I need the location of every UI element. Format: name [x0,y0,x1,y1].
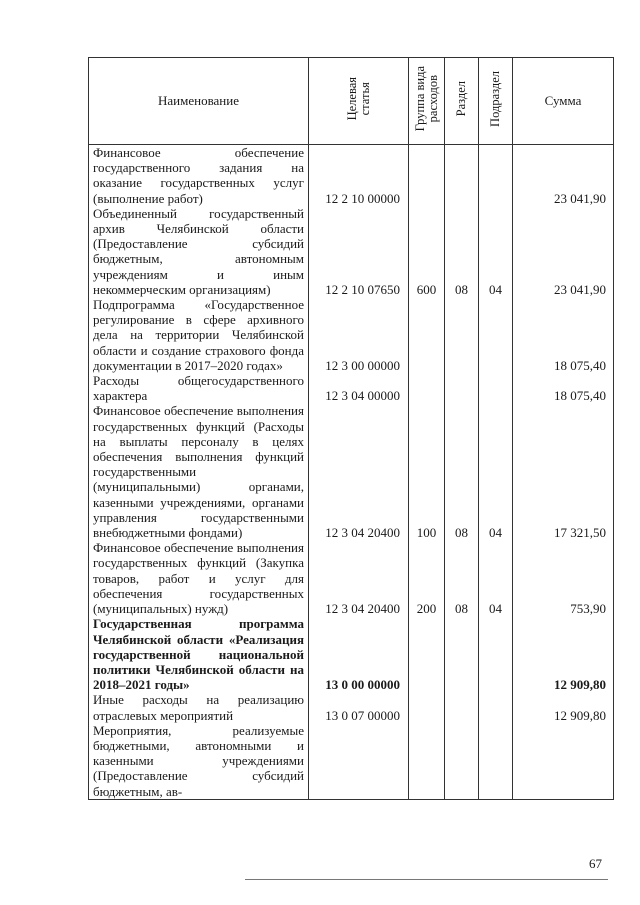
table-row [89,373,614,403]
cell-sum: 23 041,90 [513,206,614,297]
cell-sum: 753,90 [513,540,614,616]
cell-name: Иные расходы на реализацию отраслевых мероприятий [89,692,309,722]
cell-target: 12 3 04 00000 [309,373,409,403]
header-name: Наименование [89,58,309,145]
cell-sum: 23 041,90 [513,145,614,206]
cell-name: Финансовое обеспечение выполнения государственных функций (Закупка товаров, работ и услуг для обеспечения государственных (муниципальных) нужд) [89,540,309,616]
cell-group [409,723,445,800]
cell-name: Государственная программа Челябинской области «Реализация государственной национальной политики Челябинской области на 2018–2021 годы» [89,616,309,692]
table-row [89,297,614,373]
cell-subsection: 04 [479,403,513,540]
budget-table-container [88,57,613,843]
table-body [89,145,614,800]
cell-target [309,723,409,800]
cell-subsection [479,616,513,692]
cell-sum: 18 075,40 [513,373,614,403]
budget-table [88,57,614,800]
page-number: 67 [589,856,602,871]
cell-sum: 17 321,50 [513,403,614,540]
table-row [89,206,614,297]
cell-subsection: 04 [479,206,513,297]
cell-group: 200 [409,540,445,616]
cell-sum: 12 909,80 [513,616,614,692]
cell-sum [513,723,614,800]
cell-subsection: 04 [479,540,513,616]
cell-section [445,145,479,206]
cell-group [409,616,445,692]
cell-section [445,692,479,722]
cell-name: Мероприятия, реализуемые бюджетными, автономными и казенными учреждениями (Предоставление субсидий бюджетным, ав- [89,723,309,800]
cell-name: Финансовое обеспечение выполнения государственных функций (Расходы на выплаты персоналу в целях обеспечения выполнения функций государственными (муниципальными) органами, казенными учреждениями, органами управления государственными внебюджетными фондами) [89,403,309,540]
header-section: Раздел [445,58,479,145]
cell-group [409,692,445,722]
cell-target: 12 3 04 20400 [309,403,409,540]
cell-name: Финансовое обеспечение государственного задания на оказание государственных услуг (выполнение работ) [89,145,309,206]
cell-subsection [479,297,513,373]
cell-group [409,373,445,403]
cell-section: 08 [445,540,479,616]
cell-target: 12 2 10 07650 [309,206,409,297]
cell-subsection [479,723,513,800]
cell-subsection [479,373,513,403]
header-expense-group: Группа вида расходов [409,58,445,145]
cell-sum: 12 909,80 [513,692,614,722]
cell-subsection [479,692,513,722]
cell-target: 13 0 00 00000 [309,616,409,692]
table-row [89,145,614,206]
cell-sum: 18 075,40 [513,297,614,373]
cell-section: 08 [445,206,479,297]
header-target-article: Целевая статья [309,58,409,145]
cell-section [445,297,479,373]
header-subsection: Подраздел [479,58,513,145]
table-row [89,403,614,540]
table-row [89,723,614,800]
table-row [89,692,614,722]
cell-section [445,616,479,692]
table-row [89,540,614,616]
cell-section [445,723,479,800]
cell-target: 12 3 04 20400 [309,540,409,616]
cell-section: 08 [445,403,479,540]
cell-group [409,145,445,206]
cell-name: Подпрограмма «Государственное регулирование в сфере архивного дела на территории Челябинской области и создание страхового фонда документации в 2017–2020 годах» [89,297,309,373]
cell-group [409,297,445,373]
cell-target: 12 3 00 00000 [309,297,409,373]
table-row [89,616,614,692]
cell-subsection [479,145,513,206]
cell-group: 600 [409,206,445,297]
footer-divider [245,879,608,880]
cell-name: Расходы общегосударственного характера [89,373,309,403]
table-header-row [89,58,614,145]
cell-section [445,373,479,403]
cell-target: 13 0 07 00000 [309,692,409,722]
cell-target: 12 2 10 00000 [309,145,409,206]
cell-name: Объединенный государственный архив Челябинской области (Предоставление субсидий бюджетным, автономным учреждениям и иным некоммерческим организациям) [89,206,309,297]
header-sum: Сумма [513,58,614,145]
cell-group: 100 [409,403,445,540]
